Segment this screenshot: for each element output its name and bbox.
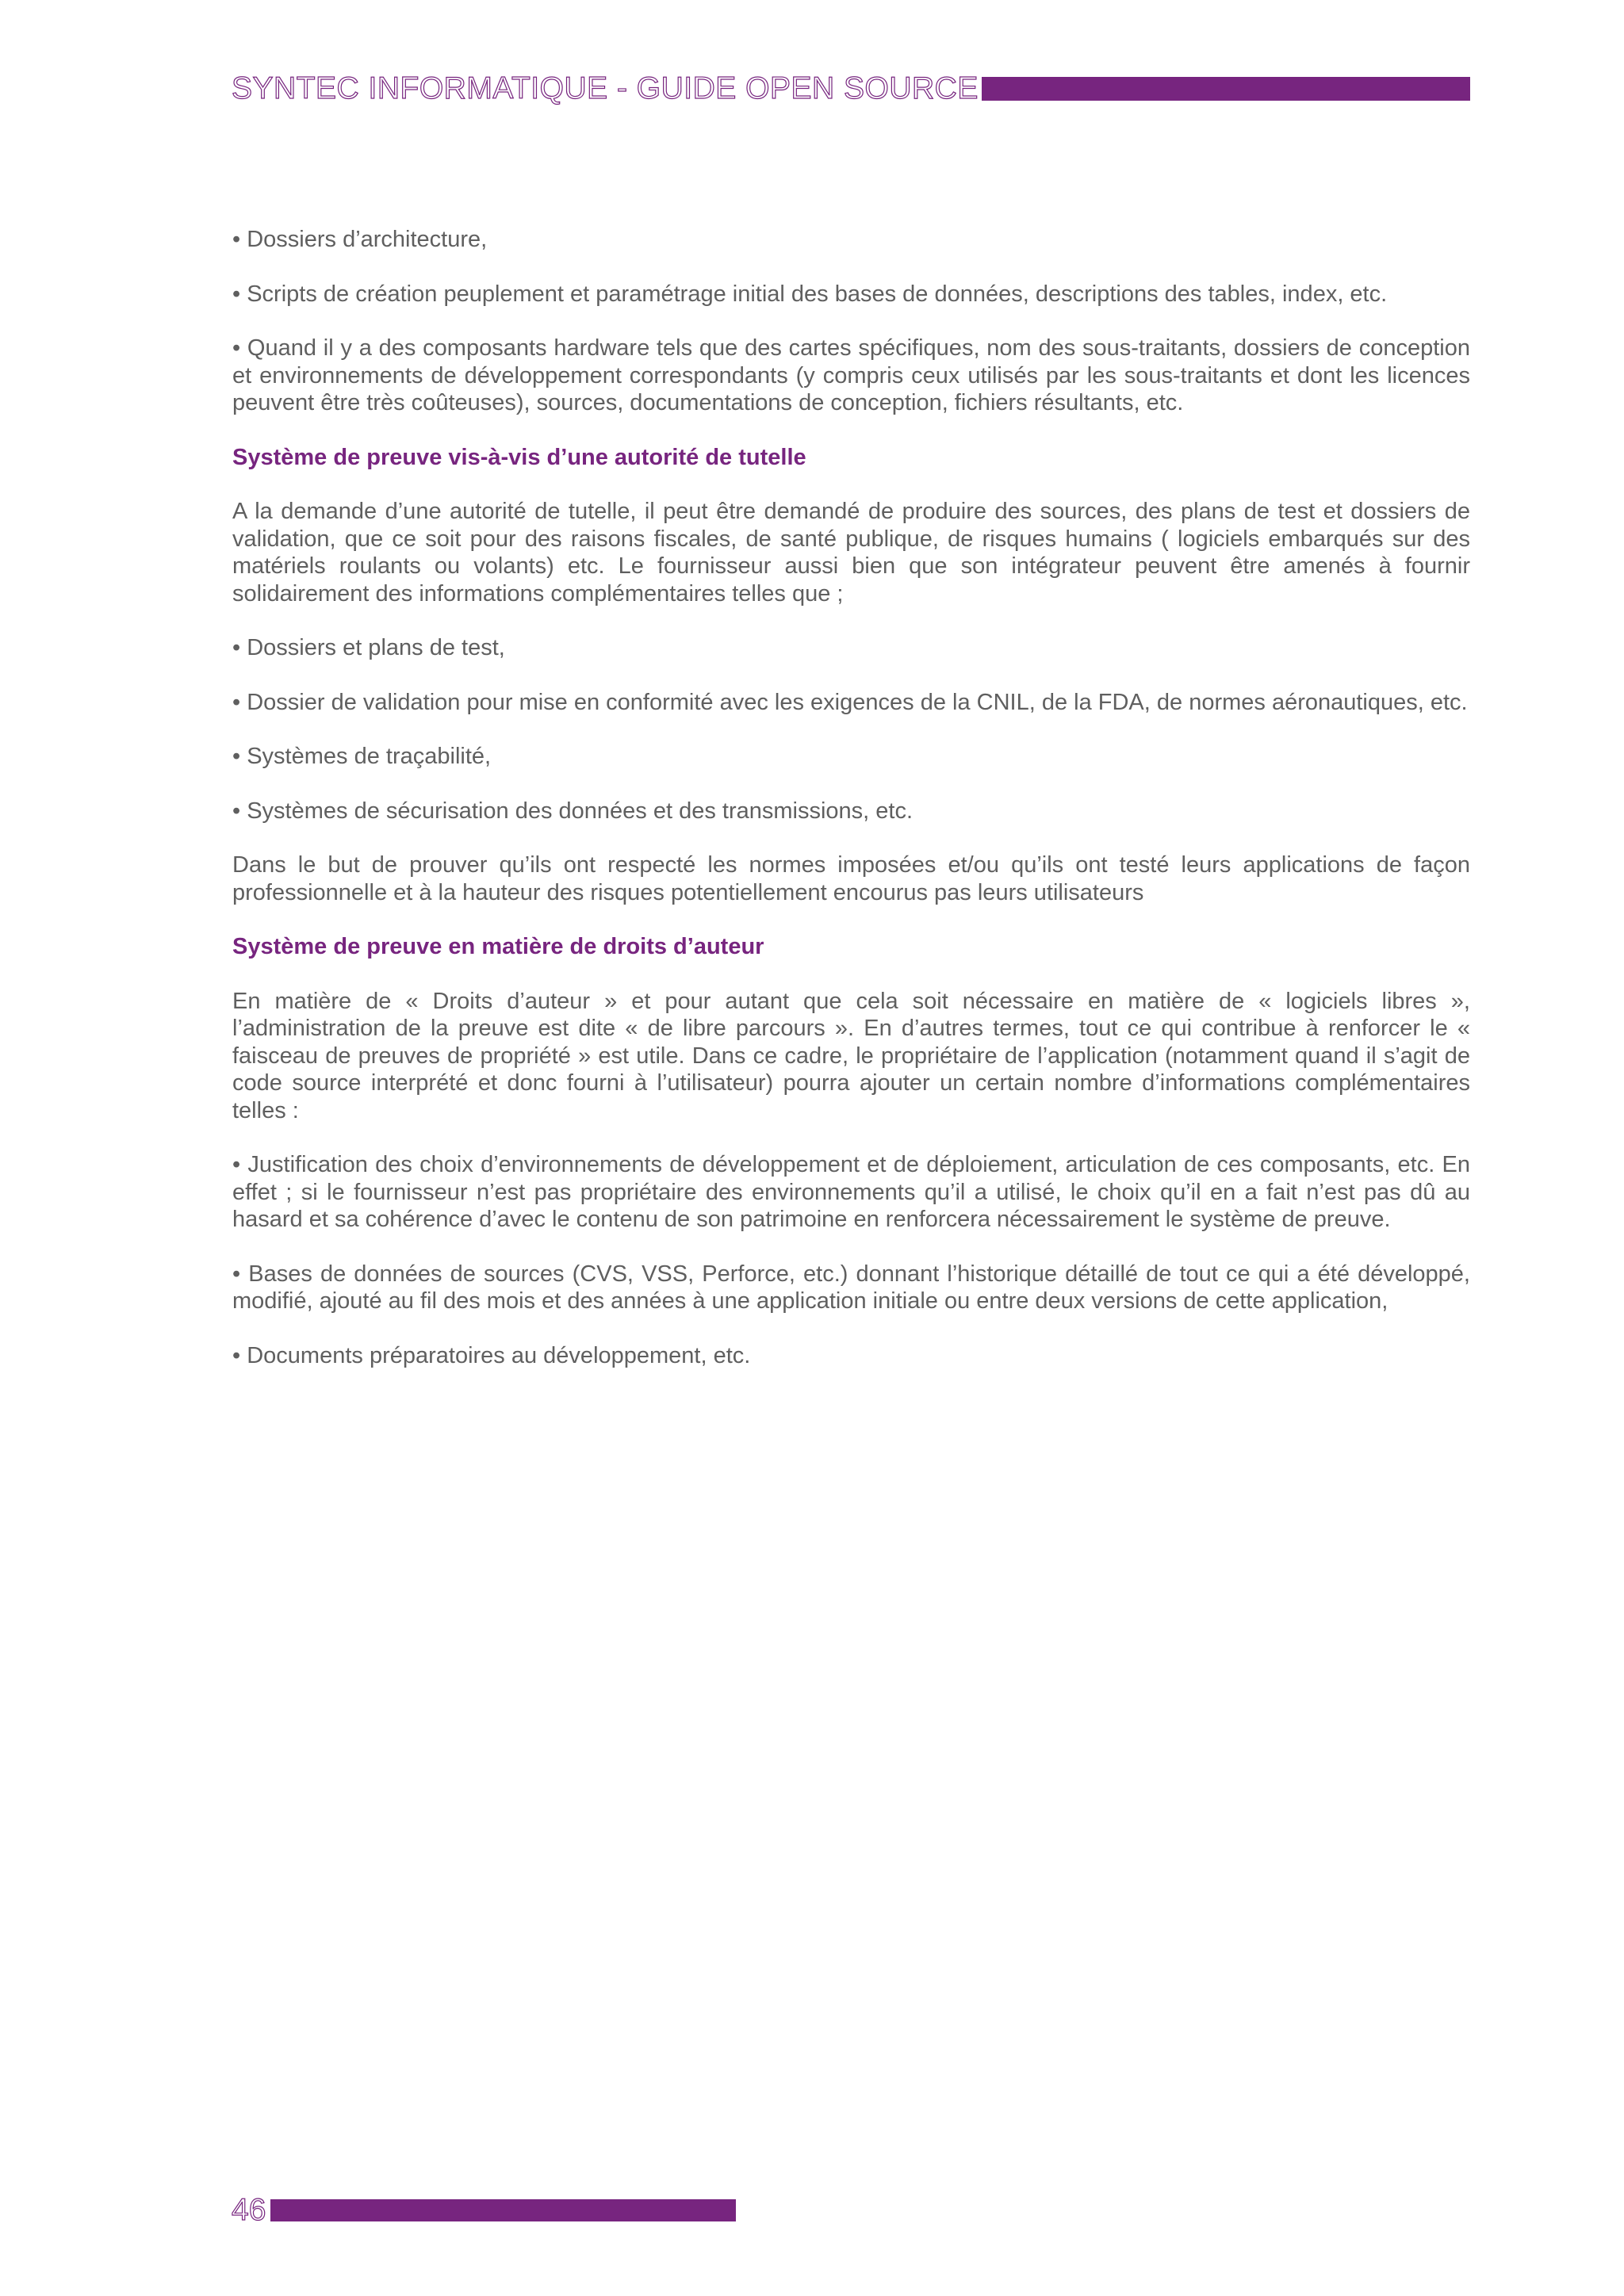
paragraph: A la demande d’une autorité de tutelle, il peut être demandé de produire des sources, des plans de test et dossiers de validation, que ce soit pour des raisons fiscales, de santé publique, de risques humains ( logiciels embarqués sur des matériels roulants ou volants) etc. Le fournisseur aussi bien que son intégrateur peuvent être amenés à fournir solidairement des informations complémentaires telles que ; bbox=[232, 499, 1470, 607]
footer-accent-bar bbox=[232, 2199, 736, 2221]
page-footer bbox=[232, 2195, 736, 2226]
bullet-item: • Dossiers et plans de test, bbox=[232, 635, 505, 660]
bullet-item: • Systèmes de traçabilité, bbox=[232, 744, 492, 769]
document-body bbox=[232, 226, 1470, 1396]
page-number: 46 bbox=[232, 2193, 270, 2228]
bullet-item: • Quand il y a des composants hardware tels que des cartes spécifiques, nom des sous-traitants, dossiers de conception et environnements de développement correspondants (y compris ceux utilisés par les sous-traitants et dont les licences peuvent être très coûteuses), sources, documentations de conception, fichiers résultants, etc. bbox=[232, 335, 1470, 415]
bullet-item: • Justification des choix d’environnements de développement et de déploiement, articulation de ces composants, etc. En effet ; si le fournisseur n’est pas propriétaire des environnements qu’il a utilisé, le choix qu’il en a fait n’est pas dû au hasard et sa cohérence d’avec le contenu de son patrimoine en renforcera nécessairement le système de preuve. bbox=[232, 1152, 1470, 1232]
bullet-item: • Dossiers d’architecture, bbox=[232, 227, 488, 252]
section-heading: Système de preuve vis-à-vis d’une autorité de tutelle bbox=[232, 444, 806, 470]
bullet-item: • Scripts de création peuplement et paramétrage initial des bases de données, descriptions des tables, index, etc. bbox=[232, 281, 1388, 307]
page-header bbox=[232, 73, 1470, 108]
bullet-item: • Systèmes de sécurisation des données et des transmissions, etc. bbox=[232, 798, 914, 824]
section-heading: Système de preuve en matière de droits d’auteur bbox=[232, 934, 764, 959]
paragraph: Dans le but de prouver qu’ils ont respecté les normes imposées et/ou qu’ils ont testé leurs applications de façon professionnelle et à la hauteur des risques potentiellement encourus pas leurs utilisateurs bbox=[232, 852, 1470, 905]
bullet-item: • Bases de données de sources (CVS, VSS, Perforce, etc.) donnant l’historique détaillé de tout ce qui a été développé, modifié, ajouté au fil des mois et des années à une application initiale ou entre deux versions de cette application, bbox=[232, 1261, 1470, 1314]
paragraph: En matière de « Droits d’auteur » et pour autant que cela soit nécessaire en matière de « logiciels libres », l’administration de la preuve est dite « de libre parcours ». En d’autres termes, tout ce qui contribue à renforcer le « faisceau de preuves de propriété » est utile. Dans ce cadre, le propriétaire de l’application (notamment quand il s’agit de code source interprété et donc fourni à l’utilisateur) pourra ajouter un certain nombre d’informations complémentaires telles : bbox=[232, 988, 1470, 1123]
header-title: SYNTEC INFORMATIQUE - GUIDE OPEN SOURCE bbox=[232, 71, 982, 106]
bullet-item: • Documents préparatoires au développement, etc. bbox=[232, 1342, 751, 1368]
bullet-item: • Dossier de validation pour mise en conformité avec les exigences de la CNIL, de la FDA, de normes aéronautiques, etc. bbox=[232, 689, 1468, 715]
